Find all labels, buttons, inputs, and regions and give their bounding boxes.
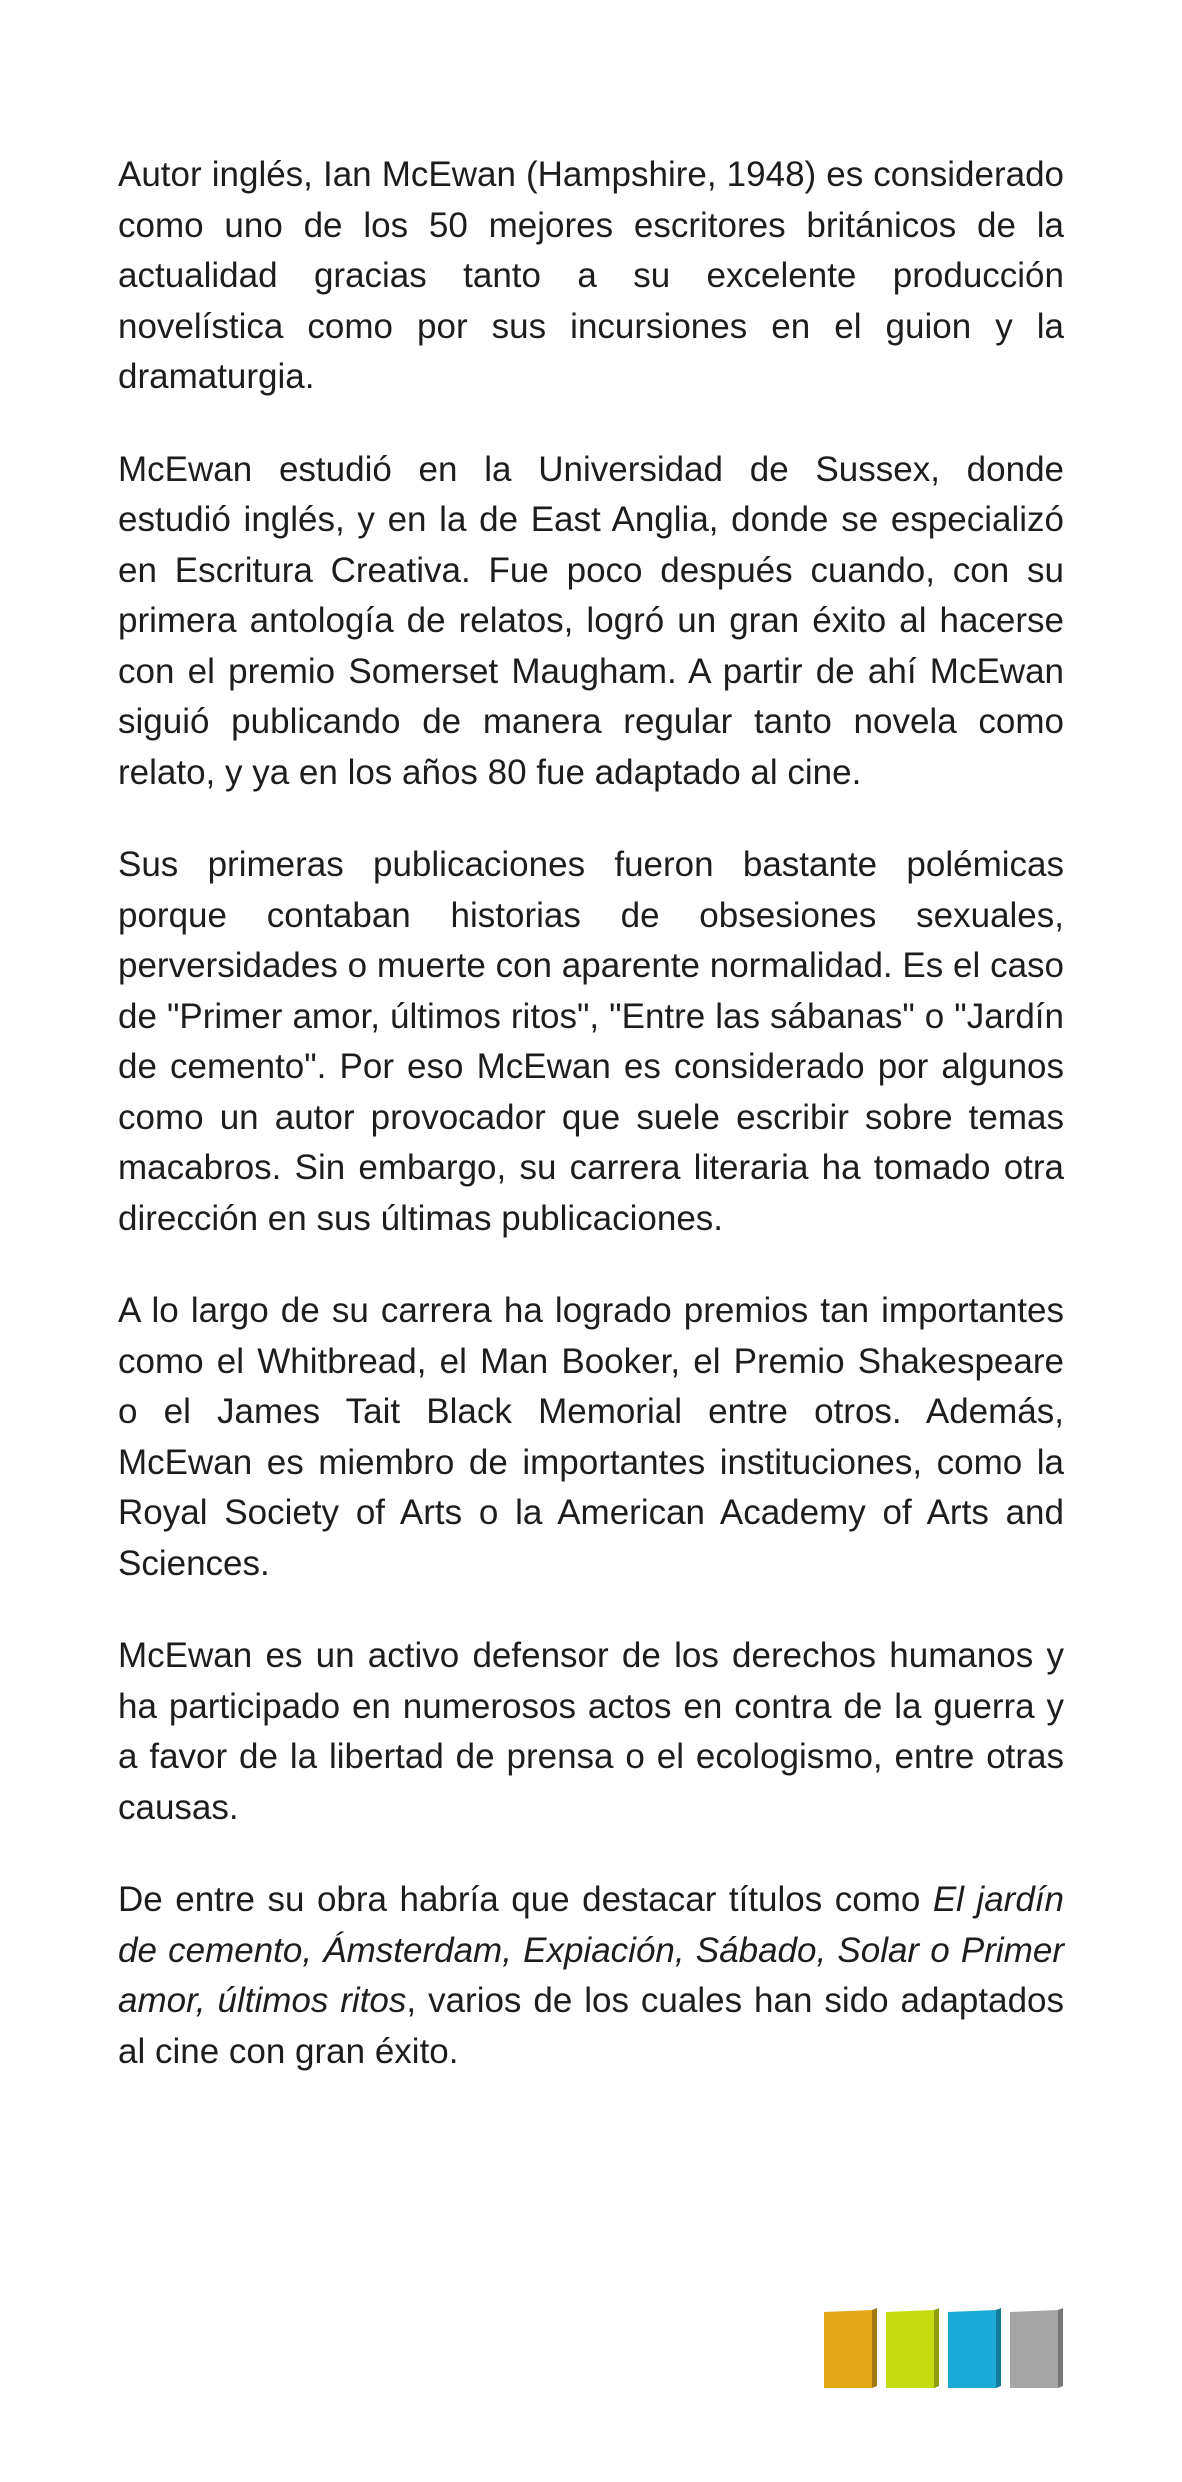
paragraph-4: A lo largo de su carrera ha logrado premios tan importantes como el Whitbread, el Man Booker, el Premio Shakespeare o el James Tait Black Memorial entre otros. Además, McEwan es miembro de importantes instituciones, como la Royal Society of Arts o la American Academy of Arts and Sciences. <box>118 1291 1064 1583</box>
paragraph-1: Autor inglés, Ian McEwan (Hampshire, 1948) es considerado como uno de los 50 mejores escritores británicos de la actualidad gracias tanto a su excelente producción novelística como por sus incursiones en el guion y la dramaturgia. <box>118 155 1064 396</box>
paragraph-6 <box>118 1875 1064 2077</box>
paragraph-2: McEwan estudió en la Universidad de Sussex, donde estudió inglés, y en la de East Anglia, donde se especializó en Escritura Creativa. Fue poco después cuando, con su primera antología de relatos, logró un gran éxito al hacerse con el premio Somerset Maugham. A partir de ahí McEwan siguió publicando de manera regular tanto novela como relato, y ya en los años 80 fue adaptado al cine. <box>118 449 1064 792</box>
book-block-2 <box>886 2308 939 2388</box>
books-logo-icon <box>824 2308 1064 2390</box>
paragraph-6-outro: , varios de los cuales han sido adaptados al cine con gran éxito. <box>118 1981 1064 2071</box>
paragraph-3: Sus primeras publicaciones fueron bastante polémicas porque contaban historias de obsesiones sexuales, perversidades o muerte con aparente normalidad. Es el caso de "Primer amor, últimos ritos", "Entre las sábanas" o "Jardín de cemento". Por eso McEwan es considerado por algunos como un autor provocador que suele escribir sobre temas macabros. Sin embargo, su carrera literaria ha tomado otra dirección en sus últimas publicaciones. <box>118 845 1064 1238</box>
book-block-4 <box>1010 2308 1063 2388</box>
biography-text <box>118 150 1064 2119</box>
book-block-3 <box>948 2308 1001 2388</box>
paragraph-5: McEwan es un activo defensor de los derechos humanos y ha participado en numerosos actos en contra de la guerra y a favor de la libertad de prensa o el ecologismo, entre otras causas. <box>118 1636 1064 1827</box>
paragraph-6-intro: De entre su obra habría que destacar títulos como <box>118 1880 933 1919</box>
notable-titles: El jardín de cemento, Ámsterdam, Expiación, Sábado, Solar o Primer amor, últimos ritos <box>118 1880 1064 2020</box>
book-block-1 <box>824 2308 877 2388</box>
